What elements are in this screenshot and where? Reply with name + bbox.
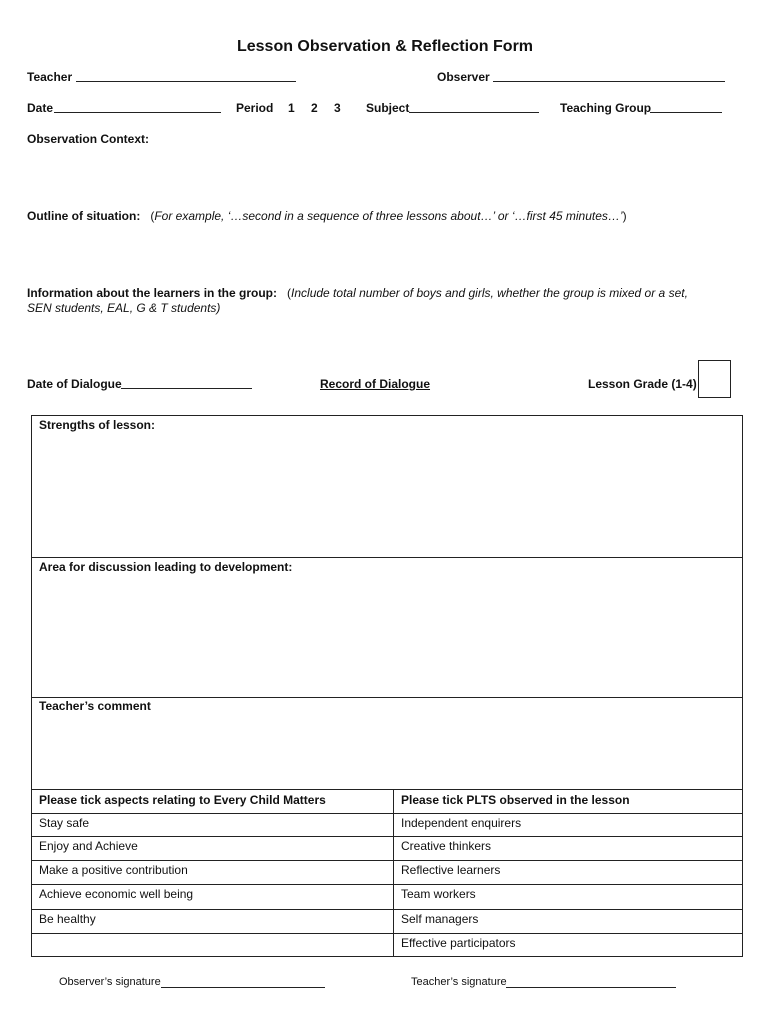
divider (31, 557, 743, 558)
period-option-3[interactable]: 3 (334, 101, 341, 115)
learners-hint-line1: Include total number of boys and girls, whether the group is mixed or a set, (291, 286, 688, 300)
outline-open-paren: ( (143, 209, 155, 223)
plts-header: Please tick PLTS observed in the lesson (401, 793, 630, 807)
plts-item-creative-thinkers[interactable]: Creative thinkers (401, 839, 492, 853)
teacher-signature-field[interactable] (506, 977, 676, 988)
divider (31, 813, 743, 814)
observer-label: Observer (437, 70, 490, 84)
subject-field[interactable] (409, 102, 539, 113)
period-option-1[interactable]: 1 (288, 101, 295, 115)
area-for-discussion-area[interactable] (32, 574, 740, 696)
lesson-grade-box[interactable] (698, 360, 731, 398)
ecm-item-stay-safe[interactable]: Stay safe (39, 816, 90, 830)
divider (31, 697, 743, 698)
teacher-comment-label: Teacher’s comment (39, 699, 151, 713)
learners-open-paren: ( (280, 286, 292, 300)
divider (31, 860, 743, 861)
record-of-dialogue-label: Record of Dialogue (320, 377, 431, 391)
date-field[interactable] (54, 102, 221, 113)
column-divider (393, 789, 394, 957)
form-title: Lesson Observation & Reflection Form (236, 38, 534, 55)
divider (31, 789, 743, 790)
period-option-2[interactable]: 2 (311, 101, 318, 115)
outline-label: Outline of situation: (27, 209, 141, 223)
teaching-group-label: Teaching Group (560, 101, 652, 115)
divider (31, 836, 743, 837)
period-label: Period (236, 101, 274, 115)
divider (31, 884, 743, 885)
observer-signature-label: Observer’s signature (59, 976, 161, 988)
plts-item-effective-participators[interactable]: Effective participators (401, 936, 516, 950)
learners-hint-line2: SEN students, EAL, G & T students) (27, 301, 221, 315)
learners-label: Information about the learners in the group: (27, 286, 278, 300)
divider (31, 933, 743, 934)
ecm-item-enjoy-achieve[interactable]: Enjoy and Achieve (39, 839, 138, 853)
teacher-field[interactable] (76, 71, 296, 82)
observer-field[interactable] (493, 71, 725, 82)
outline-close-paren: ) (622, 209, 627, 223)
strengths-area[interactable] (32, 432, 740, 556)
ecm-item-be-healthy[interactable]: Be healthy (39, 912, 96, 926)
teacher-label: Teacher (27, 70, 73, 84)
plts-item-independent-enquirers[interactable]: Independent enquirers (401, 816, 522, 830)
plts-item-reflective-learners[interactable]: Reflective learners (401, 863, 501, 877)
observation-context-label: Observation Context: (27, 132, 150, 146)
teacher-comment-area[interactable] (32, 713, 740, 788)
date-of-dialogue-label: Date of Dialogue (27, 377, 122, 391)
divider (31, 909, 743, 910)
ecm-header: Please tick aspects relating to Every Child Matters (39, 793, 326, 807)
area-for-discussion-label: Area for discussion leading to development: (39, 560, 293, 574)
date-label: Date (27, 101, 54, 115)
lesson-grade-label: Lesson Grade (1-4) (588, 377, 697, 391)
strengths-label: Strengths of lesson: (39, 418, 156, 432)
subject-label: Subject (366, 101, 410, 115)
learners-info-line1 (27, 286, 688, 300)
teacher-signature-label: Teacher’s signature (411, 976, 507, 988)
outline-of-situation (27, 209, 627, 223)
ecm-item-economic-well-being[interactable]: Achieve economic well being (39, 887, 194, 901)
outline-hint: For example, ‘…second in a sequence of three lessons about…’ or ‘…first 45 minutes…’ (154, 209, 623, 223)
plts-item-self-managers[interactable]: Self managers (401, 912, 479, 926)
date-of-dialogue-field[interactable] (121, 378, 252, 389)
observer-signature-field[interactable] (161, 977, 325, 988)
teaching-group-field[interactable] (650, 102, 722, 113)
ecm-item-positive-contribution[interactable]: Make a positive contribution (39, 863, 188, 877)
plts-item-team-workers[interactable]: Team workers (401, 887, 476, 901)
